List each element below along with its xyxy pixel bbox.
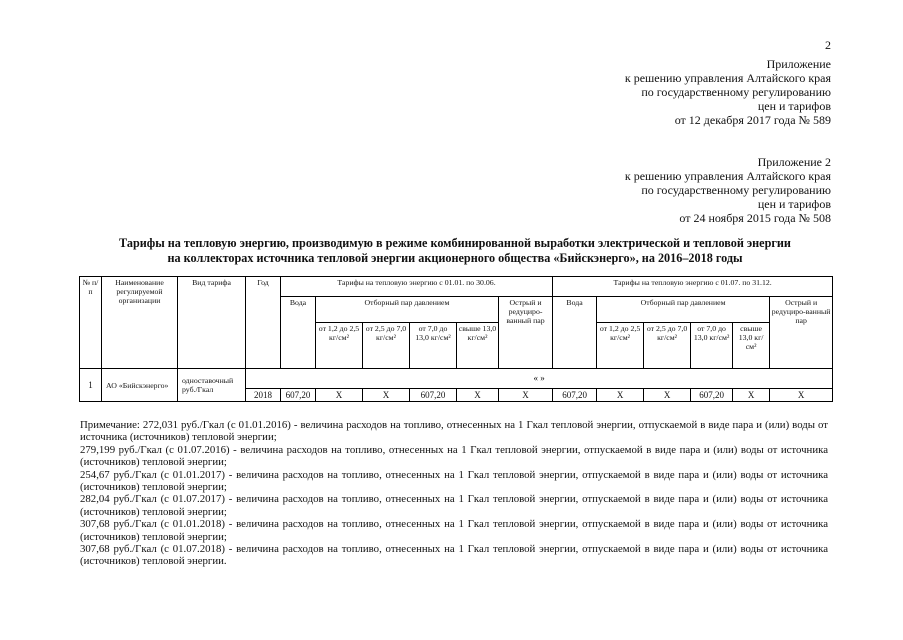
header-period-2: Тарифы на тепловую энергию с 01.07. по 31.12. [553,277,833,297]
title-line-2: на коллекторах источника тепловой энергии акционерного общества «Бийскэнерго», на 2016–2018 годы [167,251,743,265]
note-paragraph: 282,04 руб./Гкал (с 01.07.2017) - величина расходов на топливо, отнесенных на 1 Гкал тепловой энергии, отпускаемой в виде пара и (или) воды от источника (источников) тепловой энергии; [80,493,828,518]
header-pressure-4: свыше 13,0 кг/см² [733,323,770,369]
row-type: одноставочный руб./Гкал [178,369,246,402]
appendix-block-1 [625,57,831,127]
tariff-cell: Х [499,389,553,402]
appendix-line: Приложение [766,57,831,71]
document-title [80,236,830,266]
appendix-line: от 24 ноября 2015 года № 508 [679,211,831,225]
row-org: АО «Бийскэнерго» [102,369,178,402]
appendix-line: по государственному регулированию [641,183,831,197]
appendix-block-2 [625,155,831,225]
appendix-line: к решению управления Алтайского края [624,169,831,183]
header-pressure-3: от 7,0 до 13,0 кг/см² [691,323,733,369]
header-pressure-2: от 2,5 до 7,0 кг/см² [363,323,410,369]
tariff-cell: Х [457,389,499,402]
tariff-cell: 607,20 [553,389,597,402]
note-paragraph: 254,67 руб./Гкал (с 01.01.2017) - величина расходов на топливо, отнесенных на 1 Гкал тепловой энергии, отпускаемой в виде пара и (или) воды от источника (источников) тепловой энергии; [80,468,828,494]
tariff-cell: Х [733,389,770,402]
appendix-line: от 12 декабря 2017 года № 589 [674,113,831,127]
header-sharp-steam: Острый и редуциро-ванный пар [499,297,553,369]
appendix-line: по государственному регулированию [641,85,831,99]
tariff-cell: Х [644,389,691,402]
note-paragraph: 307,68 руб./Гкал (с 01.01.2018) - величина расходов на топливо, отнесенных на 1 Гкал тепловой энергии, отпускаемой в виде пара и (или) воды от источника (источников) тепловой энергии; [80,518,828,543]
header-num: № п/п [80,277,102,369]
appendix-line: цен и тарифов [757,197,831,211]
header-sharp-steam: Острый и редуциро-ванный пар [770,297,833,369]
appendix-line: к решению управления Алтайского края [624,71,831,85]
notes-block [80,419,828,568]
header-year: Год [246,277,281,369]
tariff-cell: 607,20 [281,389,316,402]
tariff-cell: Х [363,389,410,402]
header-water: Вода [281,297,316,369]
note-paragraph: 279,199 руб./Гкал (с 01.07.2016) - величина расходов на топливо, отнесенных на 1 Гкал тепловой энергии, отпускаемой в виде пара и (или) воды от источника (источников) тепловой энергии; [80,443,828,469]
title-line-1: Тарифы на тепловую энергию, производимую в режиме комбинированной выработки электрической и тепловой энергии [119,236,791,250]
header-steam: Отборный пар давлением [597,297,770,323]
tariff-table [79,276,833,402]
header-period-1: Тарифы на тепловую энергию с 01.01. по 30.06. [281,277,553,297]
header-pressure-4: свыше 13,0 кг/см² [457,323,499,369]
tariff-cell: Х [770,389,833,402]
tariff-cell: Х [597,389,644,402]
header-pressure-2: от 2,5 до 7,0 кг/см² [644,323,691,369]
tariff-cell: 607,20 [691,389,733,402]
tariff-cell: Х [316,389,363,402]
page-number: 2 [825,38,831,52]
row-year: 2018 [246,389,281,402]
header-type: Вид тарифа [178,277,246,369]
note-paragraph: Примечание: 272,031 руб./Гкал (с 01.01.2016) - величина расходов на топливо, отнесенных на 1 Гкал тепловой энергии, отпускаемой в виде пара и (или) воды от источника (источников) тепловой энергии; [80,419,828,444]
header-org: Наименование регулируемой организации [102,277,178,369]
appendix-line: Приложение 2 [757,155,831,169]
row-num: 1 [80,369,102,402]
header-pressure-1: от 1,2 до 2,5 кг/см² [316,323,363,369]
appendix-line: цен и тарифов [757,99,831,113]
tariff-cell: 607,20 [410,389,457,402]
header-water: Вода [553,297,597,369]
header-pressure-1: от 1,2 до 2,5 кг/см² [597,323,644,369]
row-quote: « » [246,369,833,389]
header-pressure-3: от 7,0 до 13,0 кг/см² [410,323,457,369]
note-paragraph: 307,68 руб./Гкал (с 01.07.2018) - величина расходов на топливо, отнесенных на 1 Гкал тепловой энергии, отпускаемой в виде пара и (или) воды от источника (источников) тепловой энергии. [80,543,828,568]
header-steam: Отборный пар давлением [316,297,499,323]
